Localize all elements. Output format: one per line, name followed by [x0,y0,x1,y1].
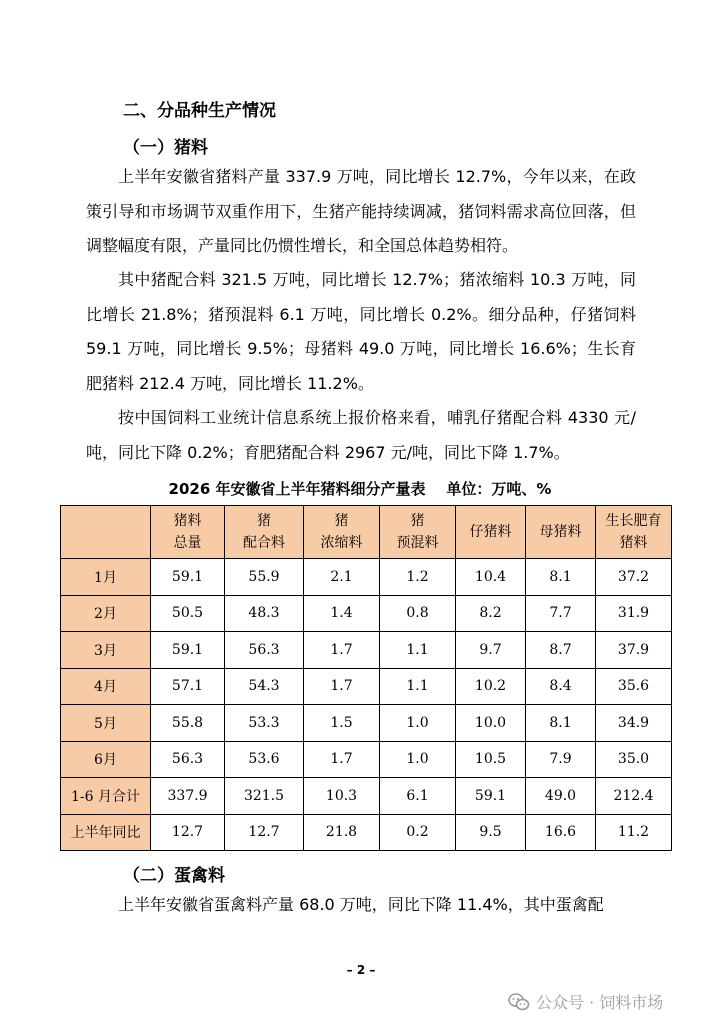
table-cell: 12.7 [225,814,304,851]
watermark-text: 公众号 · 饲料市场 [536,993,664,1012]
table-cell: 8.1 [526,705,596,742]
pig-feed-heading: （一）猪料 [123,138,208,158]
egg-paragraph-1: 上半年安徽省蛋禽料产量 68.0 万吨，同比下降 11.4%，其中蛋禽配 [118,895,604,914]
header-cell: 生长肥育 猪料 [596,506,672,559]
row-label: 2月 [61,595,151,632]
table-cell: 1.7 [304,668,380,705]
table-cell: 1.4 [304,595,380,632]
table-cell: 10.2 [456,668,526,705]
table-row [61,632,672,669]
table-cell: 54.3 [225,668,304,705]
table-cell: 31.9 [596,595,672,632]
row-label: 1-6 月合计 [61,778,151,815]
header-cell: 猪料 总量 [151,506,225,559]
table-title: 2026 年安徽省上半年猪料细分产量表 单位：万吨、% [168,480,552,498]
table-cell: 59.1 [151,632,225,669]
pig-paragraph-2: 其中猪配合料 321.5 万吨，同比增长 12.7%；猪浓缩料 10.3 万吨，同比增长 21.8%；猪预混料 6.1 万吨，同比增长 0.2%。细分品种，仔猪饲料 59.1 万吨，同比增长 9.5%；母猪料 49.0 万吨，同比增长 16.6%；生长育肥猪料 212.4 万吨，同比增长 11.2%。 [86,270,636,393]
table-cell: 1.1 [380,632,456,669]
table-cell: 56.3 [225,632,304,669]
table-cell: 55.8 [151,705,225,742]
row-label: 5月 [61,705,151,742]
table-cell: 16.6 [526,814,596,851]
pig-paragraph-3: 按中国饲料工业统计信息系统上报价格来看，哺乳仔猪配合料 4330 元/吨，同比下降 0.2%；育肥猪配合料 2967 元/吨，同比下降 1.7%。 [86,408,636,462]
section-title: 二、分品种生产情况 [123,101,276,121]
table-row [61,559,672,596]
table-cell: 50.5 [151,595,225,632]
table-cell: 53.3 [225,705,304,742]
table-cell: 1.0 [380,741,456,778]
table-cell: 49.0 [526,778,596,815]
table-cell: 212.4 [596,778,672,815]
table-cell: 56.3 [151,741,225,778]
table-cell: 0.8 [380,595,456,632]
table-cell: 10.5 [456,741,526,778]
table-cell: 1.1 [380,668,456,705]
row-label: 3月 [61,632,151,669]
table-cell: 321.5 [225,778,304,815]
table-cell: 8.4 [526,668,596,705]
table-cell: 1.5 [304,705,380,742]
table-cell: 37.9 [596,632,672,669]
table-row [61,741,672,778]
table-cell: 53.6 [225,741,304,778]
table-cell: 59.1 [456,778,526,815]
header-cell: 猪 配合料 [225,506,304,559]
table-cell: 337.9 [151,778,225,815]
table-cell: 1.7 [304,741,380,778]
table-cell: 6.1 [380,778,456,815]
table-cell: 10.4 [456,559,526,596]
row-label: 4月 [61,668,151,705]
pig-feed-table [60,505,672,851]
table-cell: 37.2 [596,559,672,596]
watermark [508,990,663,1013]
table-cell: 34.9 [596,705,672,742]
table-cell: 21.8 [304,814,380,851]
table-row [61,705,672,742]
header-corner [61,506,151,559]
egg-feed-heading: （二）蛋禽料 [123,866,225,886]
pig-paragraph-1: 上半年安徽省猪料产量 337.9 万吨，同比增长 12.7%，今年以来，在政策引导和市场调节双重作用下，生猪产能持续调减，猪饲料需求高位回落，但调整幅度有限，产量同比仍惯性增长，和全国总体趋势相符。 [86,167,636,255]
table-cell: 8.2 [456,595,526,632]
table-cell: 0.2 [380,814,456,851]
table-row [61,668,672,705]
header-cell: 猪 浓缩料 [304,506,380,559]
table-cell: 48.3 [225,595,304,632]
table-cell: 57.1 [151,668,225,705]
table-cell: 1.2 [380,559,456,596]
header-cell: 母猪料 [526,506,596,559]
table-cell: 2.1 [304,559,380,596]
table-cell: 10.3 [304,778,380,815]
table-cell: 55.9 [225,559,304,596]
table-cell: 9.7 [456,632,526,669]
row-label: 上半年同比 [61,814,151,851]
row-label: 1月 [61,559,151,596]
header-cell: 仔猪料 [456,506,526,559]
table-row [61,814,672,851]
table-cell: 1.7 [304,632,380,669]
table-cell: 7.9 [526,741,596,778]
page-number: – 2 – [346,963,376,977]
row-label: 6月 [61,741,151,778]
table-cell: 8.1 [526,559,596,596]
table-header-row [61,506,672,559]
table-cell: 12.7 [151,814,225,851]
table-cell: 8.7 [526,632,596,669]
table-cell: 10.0 [456,705,526,742]
wechat-icon [508,992,530,1012]
table-row [61,778,672,815]
table-cell: 35.6 [596,668,672,705]
table-cell: 1.0 [380,705,456,742]
header-cell: 猪 预混料 [380,506,456,559]
table-cell: 35.0 [596,741,672,778]
table-cell: 59.1 [151,559,225,596]
table-cell: 7.7 [526,595,596,632]
table-cell: 9.5 [456,814,526,851]
table-cell: 11.2 [596,814,672,851]
table-row [61,595,672,632]
